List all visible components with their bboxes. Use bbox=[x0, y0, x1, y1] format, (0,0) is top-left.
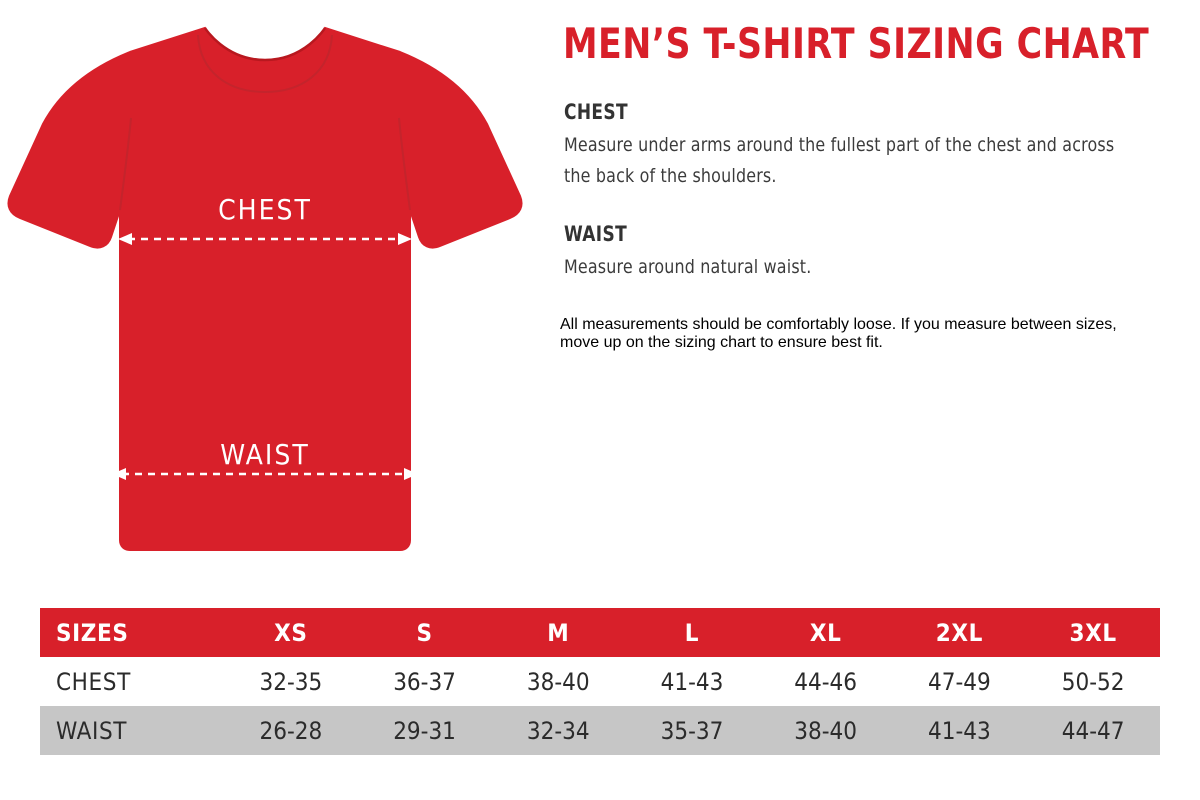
column-header-s: S bbox=[358, 608, 492, 657]
chest-measure-label: CHEST bbox=[218, 193, 312, 226]
tshirt-shape bbox=[8, 28, 521, 550]
column-header-xl: XL bbox=[759, 608, 893, 657]
column-header-m: M bbox=[491, 608, 625, 657]
cell-waist-s: 29-31 bbox=[358, 706, 492, 755]
tshirt-illustration bbox=[0, 0, 540, 590]
waist-heading: WAIST bbox=[564, 221, 628, 246]
info-column bbox=[560, 19, 1160, 368]
column-header-sizes: SIZES bbox=[40, 608, 224, 657]
cell-waist-3xl: 44-47 bbox=[1026, 706, 1160, 755]
column-header-l: L bbox=[625, 608, 759, 657]
chest-heading: CHEST bbox=[564, 100, 628, 125]
row-label-waist: WAIST bbox=[40, 706, 224, 755]
table-row bbox=[40, 706, 1160, 755]
table-header-row bbox=[40, 608, 1160, 657]
cell-chest-xs: 32-35 bbox=[224, 657, 358, 706]
chest-description: Measure under arms around the fullest part of the chest and across the back of the shoulders. bbox=[564, 134, 1115, 187]
cell-chest-s: 36-37 bbox=[358, 657, 492, 706]
column-header-2xl: 2XL bbox=[893, 608, 1027, 657]
cell-waist-m: 32-34 bbox=[491, 706, 625, 755]
waist-description: Measure around natural waist. bbox=[564, 255, 812, 278]
info-section-waist bbox=[560, 222, 1160, 283]
sizing-table-head bbox=[40, 608, 1160, 657]
sizing-table bbox=[40, 608, 1160, 755]
column-header-3xl: 3XL bbox=[1026, 608, 1160, 657]
page-title: MEN’S T-SHIRT SIZING CHART bbox=[563, 19, 1150, 68]
cell-waist-xs: 26-28 bbox=[224, 706, 358, 755]
sizing-table-body bbox=[40, 657, 1160, 755]
cell-chest-3xl: 50-52 bbox=[1026, 657, 1160, 706]
waist-measure-label: WAIST bbox=[220, 438, 310, 471]
cell-chest-m: 38-40 bbox=[491, 657, 625, 706]
row-label-chest: CHEST bbox=[40, 657, 224, 706]
table-row bbox=[40, 657, 1160, 706]
cell-waist-l: 35-37 bbox=[625, 706, 759, 755]
column-header-xs: XS bbox=[224, 608, 358, 657]
cell-chest-xl: 44-46 bbox=[759, 657, 893, 706]
info-section-chest bbox=[560, 100, 1160, 192]
info-section-note bbox=[560, 316, 1160, 352]
cell-waist-xl: 38-40 bbox=[759, 706, 893, 755]
cell-waist-2xl: 41-43 bbox=[893, 706, 1027, 755]
cell-chest-l: 41-43 bbox=[625, 657, 759, 706]
fit-note: All measurements should be comfortably loose. If you measure between sizes, move up on the sizing chart to ensure best fit. bbox=[560, 316, 1117, 352]
cell-chest-2xl: 47-49 bbox=[893, 657, 1027, 706]
